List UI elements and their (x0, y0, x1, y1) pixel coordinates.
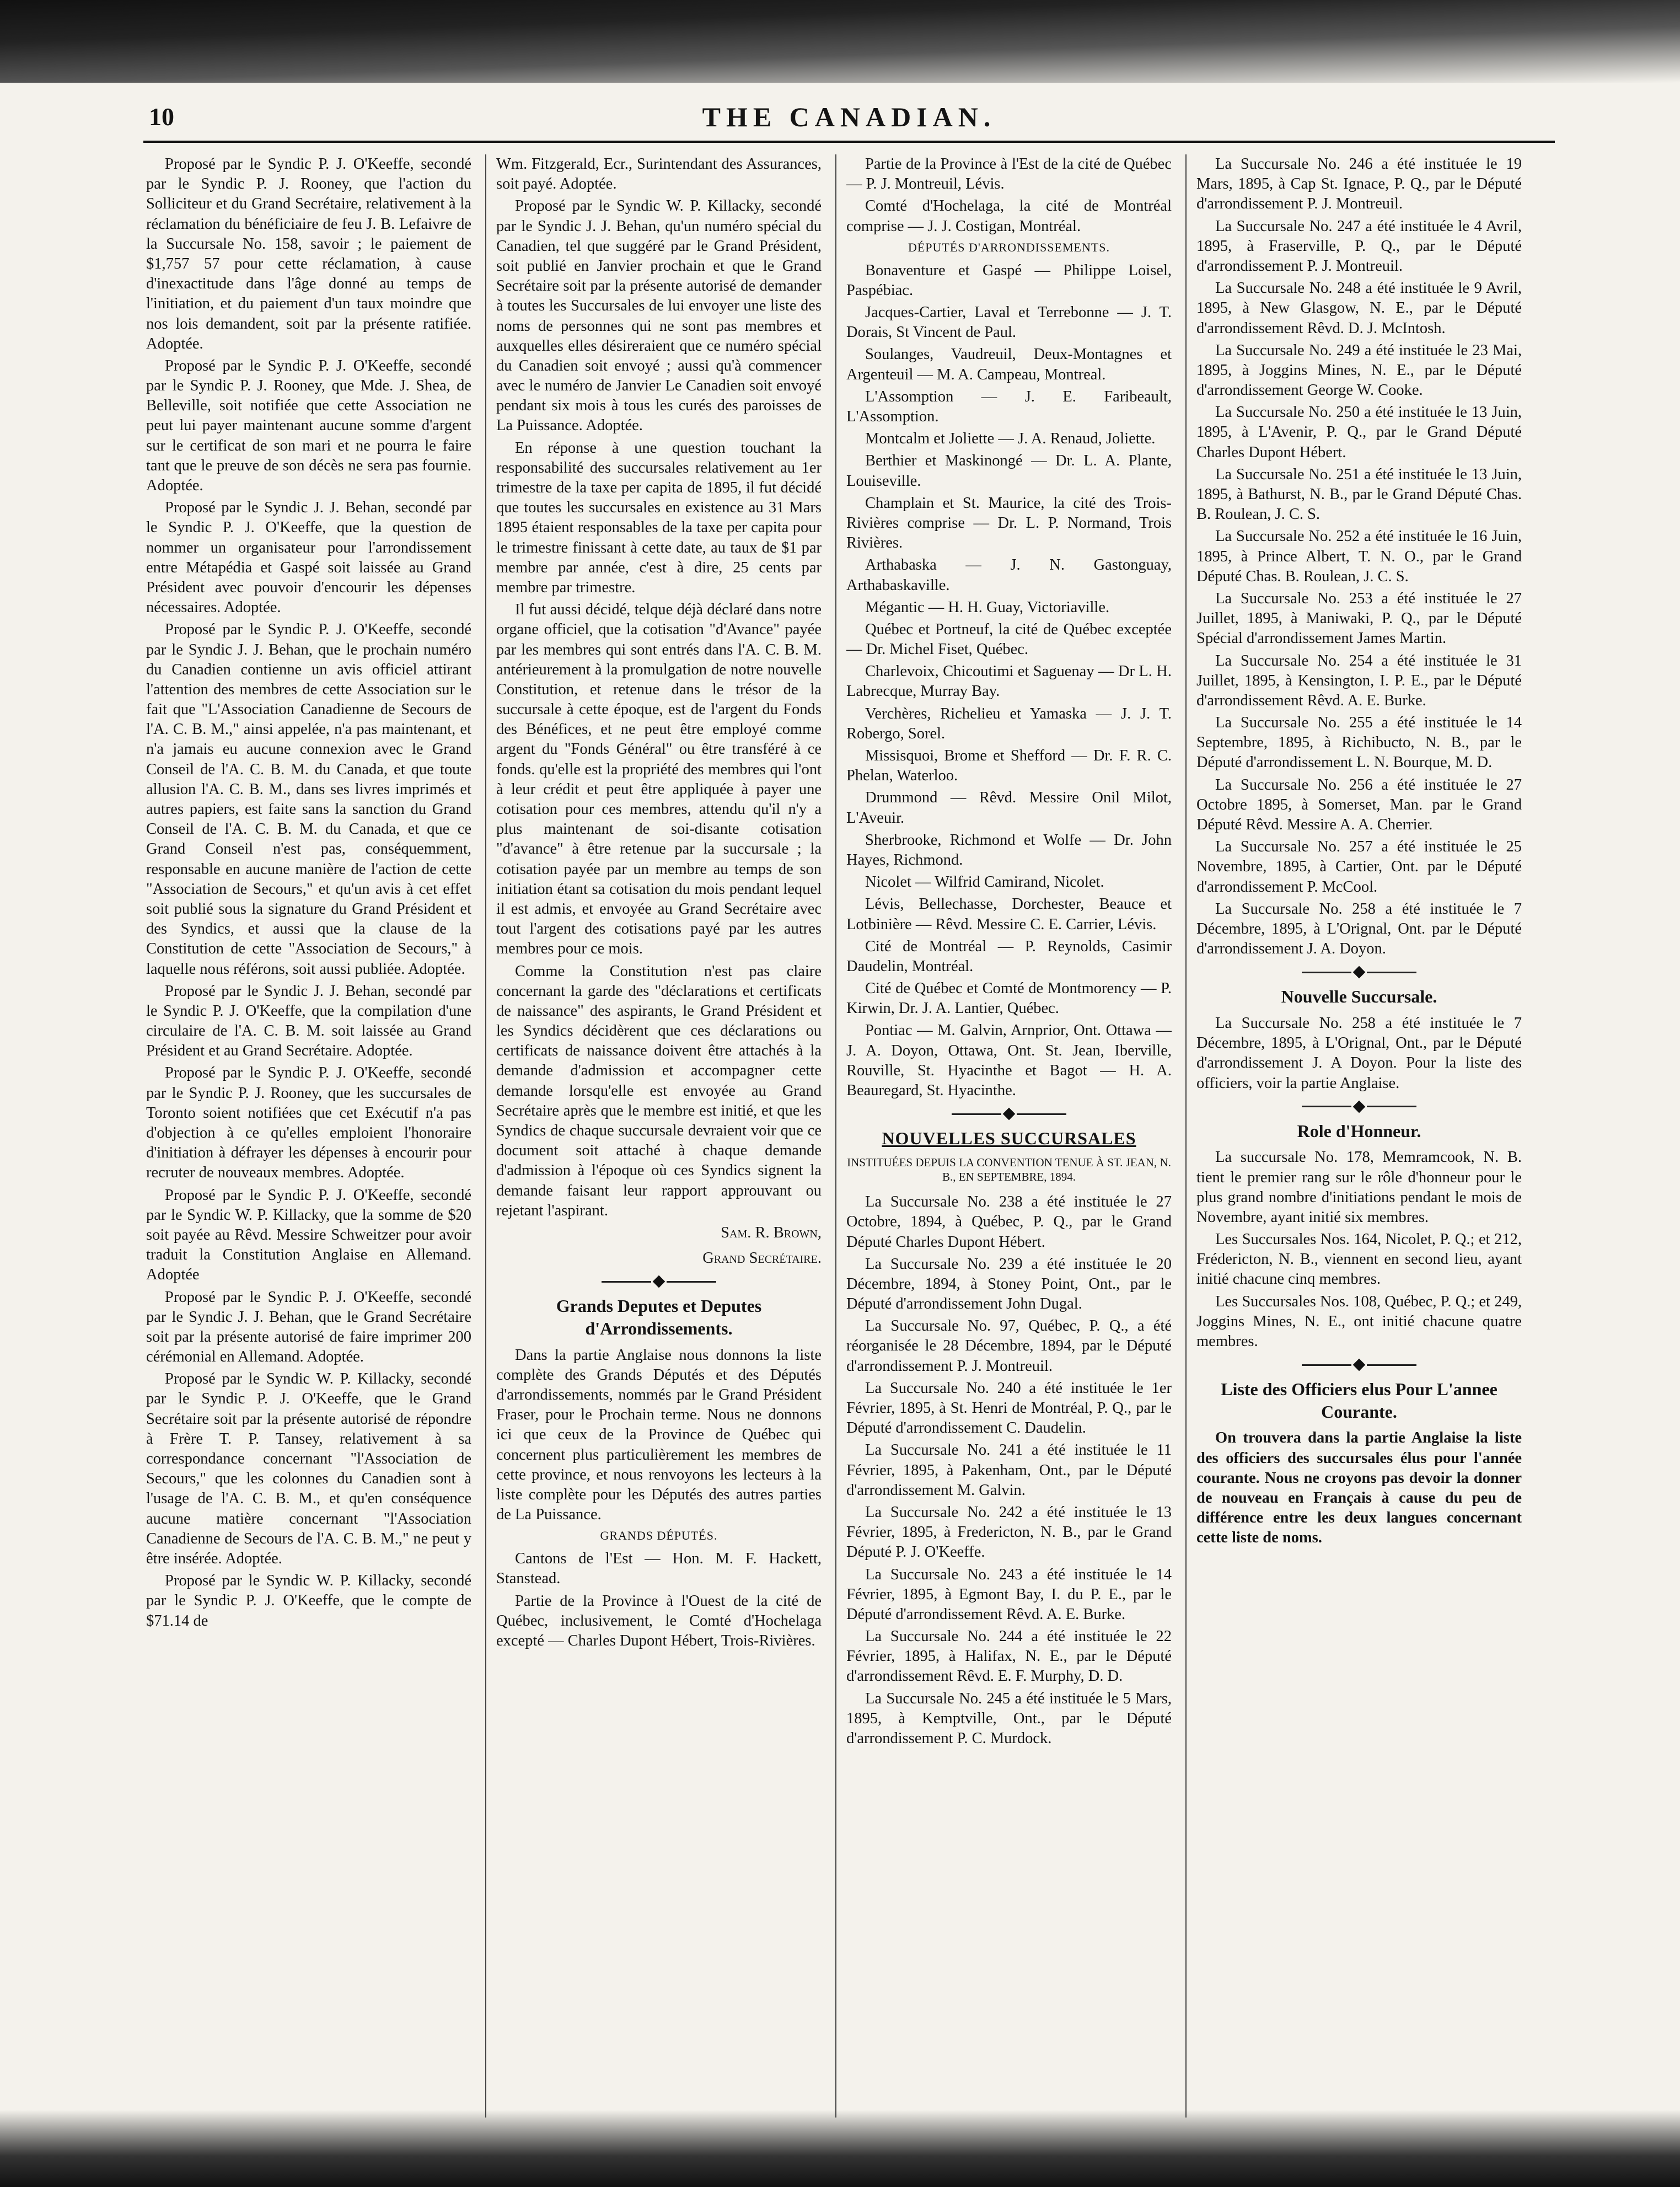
deputy-entry: Partie de la Province à l'Ouest de la cité de Québec, inclusivement, le Comté d'Hochelaga excepté — Charles Dupont Hébert, Trois-Rivières. (496, 1592, 822, 1649)
section-paragraph: La Succursale No. 258 a été instituée le 7 Décembre, 1895, à L'Orignal, Ont., par le Député d'arrondissement J. A Doyon. Pour la liste des officiers, voir la partie Anglaise. (1196, 1014, 1522, 1092)
deputy-entry: Missisquoi, Brome et Shefford — Dr. F. R. C. Phelan, Waterloo. (846, 747, 1172, 785)
resolution-paragraph: Proposé par le Syndic P. J. O'Keeffe, secondé par le Syndic P. J. Rooney, que les succursales de Toronto soient notifiées que cet Exécutif n'a pas d'objection à ce qu'elles emploient l'honoraire d'initiation à défrayer les dépenses à encourir pour recruter de nouveaux membres. Adoptée. (146, 1064, 471, 1182)
resolution-paragraph: Proposé par le Syndic P. J. O'Keeffe, secondé par le Syndic P. J. Rooney, que Mde. J. Shea, de Belleville, soit notifiée que cette Association ne peut lui payer maintenant aucune somme d'argent sur le certificat de son mari et ne pourra le faire tant que le preuve de son décès ne sera pas fournie. Adoptée. (146, 357, 471, 494)
resolution-paragraph: Proposé par le Syndic J. J. Behan, secondé par le Syndic P. J. O'Keeffe, que la question de nommer un organisateur pour l'arrondissement entre Métapédia et Gaspé soit laissée au Grand Président avec pouvoir d'encourir les dépenses nécessaires. Adoptée. (146, 499, 471, 617)
succursale-entry: La Succursale No. 257 a été instituée le 25 Novembre, 1895, à Cartier, Ont. par le Député d'arrondissement P. McCool. (1196, 838, 1522, 896)
deputy-entry: Berthier et Maskinongé — Dr. L. A. Plante, Louiseville. (846, 452, 1172, 490)
succursale-entry: La Succursale No. 244 a été instituée le 22 Février, 1895, à Halifax, N. E., par le Député d'arrondissement Rêvd. E. F. Murphy, D. D. (846, 1628, 1172, 1685)
deputy-entry: Arthabaska — J. N. Gastonguay, Arthabaskaville. (846, 556, 1172, 594)
section-heading-nouvelle-succursale: Nouvelle Succursale. (1281, 987, 1437, 1007)
succursale-entry: La Succursale No. 258 a été instituée le 7 Décembre, 1895, à L'Orignal, Ont. par le Député d'arrondissement J. A. Doyon. (1196, 900, 1522, 958)
deputy-entry: Pontiac — M. Galvin, Arnprior, Ont. Ottawa — J. A. Doyon, Ottawa, Ont. St. Jean, Iberville, Rouville, St. Hyacinthe et Bagot — H. A. Beauregard, St. Hyacinthe. (846, 1022, 1172, 1099)
succursale-entry: La Succursale No. 249 a été instituée le 23 Mai, 1895, à Joggins Mines, N. E., par le Député d'arrondissement George W. Cooke. (1196, 341, 1522, 399)
torn-page-edge-bottom (0, 2110, 1680, 2187)
resolution-paragraph: Wm. Fitzgerald, Ecr., Surintendant des Assurances, soit payé. Adoptée. (496, 156, 822, 193)
resolution-paragraph: Proposé par le Syndic J. J. Behan, secondé par le Syndic P. J. O'Keeffe, que la compilation d'une circulaire de l'A. C. B. M. soit laissée au Grand Président et au Grand Secrétaire. Adoptée. (146, 982, 471, 1060)
deputy-entry: Montcalm et Joliette — J. A. Renaud, Joliette. (865, 430, 1156, 448)
succursale-entry: La Succursale No. 242 a été instituée le 13 Février, 1895, à Fredericton, N. B., par le Grand Député P. J. O'Keeffe. (846, 1503, 1172, 1561)
section-paragraph: Les Succursales Nos. 164, Nicolet, P. Q.; et 212, Frédericton, N. B., viennent en second lieu, ayant initié chacune cinq membres. (1196, 1231, 1522, 1288)
section-paragraph: On trouvera dans la partie Anglaise la liste des officiers des succursales élus pour l'année courante. Nous ne croyons pas devoir la donner de nouveau en Français à cause du peu de différence entre les deux langues concernant cette liste de noms. (1196, 1429, 1522, 1547)
deputy-entry: Cantons de l'Est — Hon. M. F. Hackett, Stanstead. (496, 1550, 822, 1588)
deputy-entry: Verchères, Richelieu et Yamaska — J. J. T. Robergo, Sorel. (846, 705, 1172, 742)
column-4 (1196, 154, 1522, 2118)
section-ornament (1196, 968, 1522, 977)
deputy-entry: Mégantic — H. H. Guay, Victoriaville. (865, 598, 1110, 616)
section-ornament (496, 1277, 822, 1286)
succursale-entry: La Succursale No. 97, Québec, P. Q., a été réorganisée le 28 Décembre, 1894, par le Député d'arrondissement P. J. Montreuil. (846, 1317, 1172, 1375)
succursale-entry: La Succursale No. 253 a été instituée le 27 Juillet, 1895, à Maniwaki, P. Q., par le Député Spécial d'arrondissement James Martin. (1196, 589, 1522, 647)
deputy-entry: Jacques-Cartier, Laval et Terrebonne — J. T. Dorais, St Vincent de Paul. (846, 304, 1172, 341)
torn-page-edge-top (0, 0, 1680, 83)
section-heading-grands-deputes: Grands Deputes et Deputes d'Arrondissements. (556, 1296, 762, 1338)
deputy-entry: Nicolet — Wilfrid Camirand, Nicolet. (865, 873, 1104, 891)
deputy-entry: Lévis, Bellechasse, Dorchester, Beauce et Lotbinière — Rêvd. Messire C. E. Carrier, Lévis. (846, 896, 1172, 933)
succursale-entry: La Succursale No. 250 a été instituée le 13 Juin, 1895, à L'Avenir, P. Q., par le Grand Député Charles Dupont Hébert. (1196, 404, 1522, 461)
subheading-deputes-arrondissements: DÉPUTÉS D'ARRONDISSEMENTS. (908, 240, 1110, 254)
succursale-entry: La Succursale No. 241 a été instituée le 11 Février, 1895, à Pakenham, Ont., par le Député d'arrondissement M. Galvin. (846, 1441, 1172, 1499)
succursale-entry: La Succursale No. 247 a été instituée le 4 Avril, 1895, à Fraserville, P. Q., par le Député d'arrondissement P. J. Montreuil. (1196, 217, 1522, 275)
signature-title: Grand Secrétaire. (702, 1250, 822, 1267)
column-divider (1185, 154, 1187, 2118)
resolution-paragraph: Proposé par le Syndic P. J. O'Keeffe, secondé par le Syndic P. J. Rooney, que l'action du Solliciteur et du Grand Secrétaire, relativement à la réclamation du bénéficiaire de feu J. B. Lefaivre de la Succursale No. 158, savoir ; le paiement de $1,757 57 pour cette réclamation, à cause d'inexactitude dans l'âge donné au temps de l'initiation, et du paiement d'un taux moindre que nos lois demandent, soit par la présente ratifiée. Adoptée. (146, 156, 471, 352)
resolution-paragraph: Proposé par le Syndic W. P. Killacky, secondé par le Syndic P. J. O'Keeffe, que le compte de $71.14 de (146, 1572, 471, 1629)
deputy-entry: L'Assomption — J. E. Faribeault, L'Assomption. (846, 388, 1172, 425)
succursale-entry: La Succursale No. 238 a été instituée le 27 Octobre, 1894, à Québec, P. Q., par le Grand Député Charles Dupont Hébert. (846, 1193, 1172, 1251)
succursale-entry: La Succursale No. 240 a été instituée le 1er Février, 1895, à St. Henri de Montréal, P. Q., par le Député d'arrondissement C. Daudelin. (846, 1379, 1172, 1437)
succursale-entry: La Succursale No. 256 a été instituée le 27 Octobre 1895, à Somerset, Man. par le Grand Député Rêvd. Messire A. A. Cherrier. (1196, 776, 1522, 833)
header-rule (143, 141, 1555, 143)
section-paragraph: La succursale No. 178, Memramcook, N. B. tient le premier rang sur le rôle d'honneur pour le plus grand nombre d'initiations pendant le mois de Novembre, ayant initié six membres. (1196, 1149, 1522, 1226)
subheading-grands-deputes: GRANDS DÉPUTÉS. (600, 1529, 718, 1543)
page-number: 10 (149, 103, 174, 131)
succursale-entry: La Succursale No. 246 a été instituée le 19 Mars, 1895, à Cap St. Ignace, P. Q., par le Député d'arrondissement P. J. Montreuil. (1196, 156, 1522, 213)
section-ornament (1196, 1360, 1522, 1369)
subheading-nouvelles-succursales: INSTITUÉES DEPUIS LA CONVENTION TENUE À ST. JEAN, N. B., EN SEPTEMBRE, 1894. (847, 1155, 1171, 1184)
succursale-entry: La Succursale No. 254 a été instituée le 31 Juillet, 1895, à Kensington, I. P. E., par le Député d'arrondissement Rêvd. A. E. Burke. (1196, 652, 1522, 709)
succursale-entry: La Succursale No. 245 a été instituée le 5 Mars, 1895, à Kemptville, Ont., par le Député d'arrondissement P. C. Murdock. (846, 1690, 1172, 1747)
deputy-entry: Québec et Portneuf, la cité de Québec exceptée — Dr. Michel Fiset, Québec. (846, 620, 1172, 658)
succursale-entry: La Succursale No. 243 a été instituée le 14 Février, 1895, à Egmont Bay, I. du P. E., par le Député d'arrondissement Rêvd. A. E. Burke. (846, 1566, 1172, 1623)
deputy-entry: Soulanges, Vaudreuil, Deux-Montagnes et Argenteuil — M. A. Campeau, Montreal. (846, 346, 1172, 383)
resolution-paragraph: Proposé par le Syndic W. P. Killacky, secondé par le Syndic J. J. Behan, qu'un numéro spécial du Canadien, tel que suggéré par le Grand Président, soit publié en Janvier prochain et que le Grand Secrétaire soit par la présente autorisé de demander à toutes les Succursales de lui envoyer une liste des noms de personnes qui ne sont pas membres et auxquelles elles désireraient que ce numéro spécial du Canadien soit envoyé ; aussi qu'à commencer avec le numéro de Janvier Le Canadien soit envoyé pendant six mois à tous les curés des paroisses de La Puissance. Adoptée. (496, 197, 822, 435)
section-paragraph: Dans la partie Anglaise nous donnons la liste complète des Grands Députés et des Députés d'arrondissements, nommés par le Grand Président Fraser, pour le Prochain terme. Nous ne donnons ici que ceux de la Province de Québec qui concernent plus particulièrement les membres de cette province, et nous renvoyons les lecteurs à la liste complète pour les Députés des autres parties de La Puissance. (496, 1346, 822, 1524)
newspaper-title: THE CANADIAN. (702, 101, 996, 132)
resolution-paragraph: Proposé par le Syndic P. J. O'Keeffe, secondé par le Syndic J. J. Behan, que le Grand Secrétaire soit par la présente autorisé de faire imprimer 200 cérémonial en Allemand. Adoptée. (146, 1288, 471, 1366)
resolution-paragraph: Comme la Constitution n'est pas claire concernant la garde des "déclarations et certificats de naissance" des aspirants, le Grand Président et les Syndics décidèrent que ces déclarations ou certificats de naissance doivent être attachés à la demande d'admission et accompagner cette demande lorsqu'elle est envoyée au Grand Secrétaire après que le membre est initié, et que les Syndics de chaque succursale devraient voir que ce document soit attaché à chaque demande d'admission à l'époque où ces Syndics signent la demande faisant leur rapport approuvant ou rejetant l'aspirant. (496, 962, 822, 1219)
resolution-paragraph: Proposé par le Syndic W. P. Killacky, secondé par le Syndic P. J. O'Keeffe, que le Grand Secrétaire soit par la présente autorisé de répondre à Frère T. P. Tansey, relativement à sa correspondance concernant "l'Association de Secours," que les colonnes du Canadien sont à l'usage de l'A. C. B. M., et qu'en conséquence aucune matière concernant "l'Association Canadienne de Secours de l'A. C. B. M.," ne peut y être insérée. Adoptée. (146, 1370, 471, 1567)
column-divider (835, 154, 836, 2118)
column-3 (846, 154, 1172, 2118)
section-heading-role-honneur: Role d'Honneur. (1297, 1121, 1421, 1141)
signature-name: Sam. R. Brown, (721, 1224, 822, 1241)
resolution-paragraph: En réponse à une question touchant la responsabilité des succursales relativement au 1er trimestre de la taxe per capita de 1895, il fut décidé que toutes les succursales en existence au 31 Mars 1895 étaient responsables de la taxe per capita pour le trimestre finissant à cette date, au taux de $1 par membre par année, c'est à dire, 25 cents par membre par trimestre. (496, 439, 822, 596)
column-2 (496, 154, 822, 2118)
section-paragraph: Les Succursales Nos. 108, Québec, P. Q.; et 249, Joggins Mines, N. E., ont initié chacune quatre membres. (1196, 1293, 1522, 1350)
page-header (143, 97, 1555, 141)
succursale-entry: La Succursale No. 252 a été instituée le 16 Juin, 1895, à Prince Albert, T. N. O., par le Grand Député Chas. B. Roulean, J. C. S. (1196, 528, 1522, 585)
succursale-entry: La Succursale No. 248 a été instituée le 9 Avril, 1895, à New Glasgow, N. E., par le Député d'arrondissement Rêvd. D. J. McIntosh. (1196, 280, 1522, 337)
section-ornament (1196, 1102, 1522, 1111)
deputy-entry: Cité de Québec et Comté de Montmorency — P. Kirwin, Dr. J. A. Lantier, Québec. (846, 980, 1172, 1017)
succursale-entry: La Succursale No. 251 a été instituée le 13 Juin, 1895, à Bathurst, N. B., par le Grand Député Chas. B. Roulean, J. C. S. (1196, 465, 1522, 523)
column-divider (485, 154, 486, 2118)
section-heading-liste-officiers: Liste des Officiers elus Pour L'annee Courante. (1221, 1379, 1497, 1422)
deputy-entry: Bonaventure et Gaspé — Philippe Loisel, Paspébiac. (846, 261, 1172, 299)
deputy-entry: Drummond — Rêvd. Messire Onil Milot, L'Aveuir. (846, 789, 1172, 827)
resolution-paragraph: Il fut aussi décidé, telque déjà déclaré dans notre organe officiel, que la cotisation "d'Avance" payée par les membres qui sont entrés dans l'A. C. B. M. antérieurement à la promulgation de notre nouvelle Constitution, et retenue dans le trésor de la succursale à cette époque, est de l'argent du Fonds des Bénéfices, et ne peut être employé comme argent du "Fonds Général" ou être transféré à ce fonds. qu'elle est la propriété des membres qui l'ont à leur crédit et peut être appliquée à payer une cotisation pour ces membres, attendu qu'il n'y a plus maintenant de soi-disante cotisation "d'avance" à être retenue par la succursale ; la cotisation payée par un membre au temps de son initiation étant sa cotisation du mois pendant lequel il est admis, et envoyée au Grand Secrétaire avec tout l'argent des cotisations payé par les autres membres pour ce mois. (496, 601, 822, 958)
succursale-entry: La Succursale No. 239 a été instituée le 20 Décembre, 1894, à Stoney Point, Ont., par le Député d'arrondissement John Dugal. (846, 1255, 1172, 1313)
resolution-paragraph: Proposé par le Syndic P. J. O'Keeffe, secondé par le Syndic W. P. Killacky, que la somme de $20 soit payée au Rêvd. Messire Schweitzer pour avoir traduit la Constitution Anglaise en Allemand. Adoptée (146, 1186, 471, 1284)
deputy-entry: Charlevoix, Chicoutimi et Saguenay — Dr L. H. Labrecque, Murray Bay. (846, 663, 1172, 700)
deputy-entry: Champlain et St. Maurice, la cité des Trois-Rivières comprise — Dr. L. P. Normand, Trois Rivières. (846, 494, 1172, 552)
deputy-entry: Sherbrooke, Richmond et Wolfe — Dr. John Hayes, Richmond. (846, 831, 1172, 869)
section-heading-nouvelles-succursales: NOUVELLES SUCCURSALES (882, 1128, 1136, 1149)
deputy-entry: Partie de la Province à l'Est de la cité de Québec — P. J. Montreuil, Lévis. (846, 156, 1172, 193)
succursale-entry: La Succursale No. 255 a été instituée le 14 Septembre, 1895, à Richibucto, N. B., par le Député d'arrondissement L. N. Bourque, M. D. (1196, 714, 1522, 771)
deputy-entry: Cité de Montréal — P. Reynolds, Casimir Daudelin, Montréal. (846, 937, 1172, 975)
deputy-entry: Comté d'Hochelaga, la cité de Montréal comprise — J. J. Costigan, Montréal. (846, 197, 1172, 235)
resolution-paragraph: Proposé par le Syndic P. J. O'Keeffe, secondé par le Syndic J. J. Behan, que le prochain numéro du Canadien contienne un avis officiel attirant l'attention des membres de cette Association sur le fait que "L'Association Canadienne de Secours de l'A. C. B. M.," ainsi appelée, n'a pas maintenant, et n'a jamais eu aucune connexion avec le Grand Conseil de l'A. C. B. M. du Canada, et que toute allusion l'A. C. B. M., dans ses livres imprimés et autres papiers, est faite sans la sanction du Grand Conseil de l'A. C. B. M. du Canada, et que ce Grand Conseil n'est pas, conséquemment, responsable en aucune manière de l'action de cette "Association de Secours," et qu'un avis à cet effet soit publié sous la signature du Grand Président et des Syndics, et aussi que la clause de la Constitution de cette "Association de Secours," à laquelle nous référons, soit aussi publiée. Adoptée. (146, 621, 471, 978)
section-ornament (846, 1109, 1172, 1118)
column-1 (146, 154, 471, 2118)
